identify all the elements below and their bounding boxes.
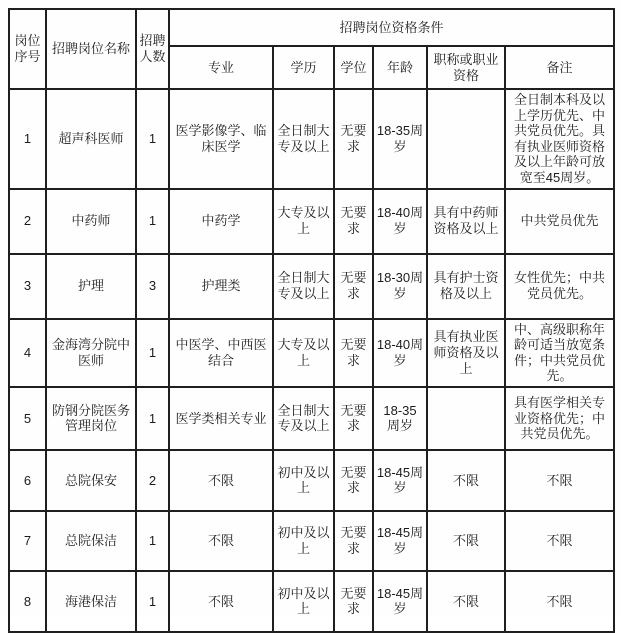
cell-count: 1: [136, 511, 169, 571]
table-row: [9, 511, 614, 571]
cell-remark: 中、高级职称年龄可适当放宽条件；中共党员优先。: [505, 319, 614, 387]
cell-age: 18-35 周岁: [373, 387, 427, 450]
cell-position-name: 总院保洁: [46, 511, 136, 571]
table-row: [9, 189, 614, 254]
cell-education: 初中及以上: [273, 450, 334, 511]
cell-degree: 无要求: [334, 511, 373, 571]
cell-title-qual: 具有执业医师资格及以上: [427, 319, 505, 387]
cell-remark: 不限: [505, 511, 614, 571]
cell-remark: 不限: [505, 571, 614, 632]
header-row-1: [9, 9, 614, 46]
cell-count: 1: [136, 89, 169, 189]
table-row: [9, 450, 614, 511]
header-count: 招聘人数: [136, 9, 169, 89]
cell-age: 18-40周岁: [373, 189, 427, 254]
cell-position-name: 中药师: [46, 189, 136, 254]
cell-position-name: 超声科医师: [46, 89, 136, 189]
recruitment-table: [8, 8, 615, 633]
cell-title-qual: [427, 89, 505, 189]
cell-major: 不限: [169, 511, 273, 571]
header-qualifications: 招聘岗位资格条件: [169, 9, 614, 46]
cell-education: 大专及以上: [273, 189, 334, 254]
cell-education: 大专及以上: [273, 319, 334, 387]
header-position-name: 招聘岗位名称: [46, 9, 136, 89]
header-degree: 学位: [334, 46, 373, 89]
cell-title-qual: 具有中药师资格及以上: [427, 189, 505, 254]
table-row: [9, 89, 614, 189]
cell-degree: 无要求: [334, 189, 373, 254]
table-row: [9, 387, 614, 450]
cell-position-name: 总院保安: [46, 450, 136, 511]
cell-major: 医学影像学、临床医学: [169, 89, 273, 189]
cell-major: 不限: [169, 450, 273, 511]
cell-degree: 无要求: [334, 387, 373, 450]
cell-major: 护理类: [169, 254, 273, 319]
cell-seq: 8: [9, 571, 46, 632]
header-seq: 岗位序号: [9, 9, 46, 89]
cell-remark: 女性优先；中共党员优先。: [505, 254, 614, 319]
cell-remark: 全日制本科及以上学历优先、中共党员优先。具有执业医师资格及以上年龄可放宽至45周岁。: [505, 89, 614, 189]
cell-education: 全日制大专及以上: [273, 387, 334, 450]
cell-degree: 无要求: [334, 89, 373, 189]
cell-seq: 3: [9, 254, 46, 319]
cell-age: 18-45周岁: [373, 450, 427, 511]
cell-seq: 7: [9, 511, 46, 571]
table-row: [9, 319, 614, 387]
header-age: 年龄: [373, 46, 427, 89]
cell-age: 18-35周岁: [373, 89, 427, 189]
cell-education: 初中及以上: [273, 571, 334, 632]
cell-count: 3: [136, 254, 169, 319]
cell-position-name: 金海湾分院中医师: [46, 319, 136, 387]
cell-title-qual: 不限: [427, 511, 505, 571]
cell-major: 不限: [169, 571, 273, 632]
header-title-qual: 职称或职业资格: [427, 46, 505, 89]
cell-age: 18-45周岁: [373, 511, 427, 571]
cell-position-name: 海港保洁: [46, 571, 136, 632]
cell-title-qual: 不限: [427, 571, 505, 632]
cell-remark: 具有医学相关专业资格优先；中共党员优先。: [505, 387, 614, 450]
table-row: [9, 571, 614, 632]
cell-remark: 中共党员优先: [505, 189, 614, 254]
cell-major: 医学类相关专业: [169, 387, 273, 450]
cell-position-name: 护理: [46, 254, 136, 319]
cell-degree: 无要求: [334, 319, 373, 387]
cell-age: 18-40周岁: [373, 319, 427, 387]
cell-education: 全日制大专及以上: [273, 254, 334, 319]
cell-seq: 5: [9, 387, 46, 450]
header-major: 专业: [169, 46, 273, 89]
cell-count: 1: [136, 319, 169, 387]
cell-title-qual: 不限: [427, 450, 505, 511]
cell-education: 全日制大专及以上: [273, 89, 334, 189]
cell-title-qual: 具有护士资格及以上: [427, 254, 505, 319]
cell-major: 中药学: [169, 189, 273, 254]
cell-education: 初中及以上: [273, 511, 334, 571]
cell-count: 1: [136, 189, 169, 254]
table-row: [9, 254, 614, 319]
cell-title-qual: [427, 387, 505, 450]
cell-remark: 不限: [505, 450, 614, 511]
cell-degree: 无要求: [334, 450, 373, 511]
cell-seq: 6: [9, 450, 46, 511]
cell-degree: 无要求: [334, 254, 373, 319]
header-remark: 备注: [505, 46, 614, 89]
cell-major: 中医学、中西医结合: [169, 319, 273, 387]
cell-age: 18-45周岁: [373, 571, 427, 632]
header-education: 学历: [273, 46, 334, 89]
cell-age: 18-30周岁: [373, 254, 427, 319]
cell-count: 2: [136, 450, 169, 511]
cell-seq: 2: [9, 189, 46, 254]
cell-count: 1: [136, 387, 169, 450]
cell-seq: 1: [9, 89, 46, 189]
cell-count: 1: [136, 571, 169, 632]
cell-degree: 无要求: [334, 571, 373, 632]
cell-position-name: 防钢分院医务管理岗位: [46, 387, 136, 450]
cell-seq: 4: [9, 319, 46, 387]
